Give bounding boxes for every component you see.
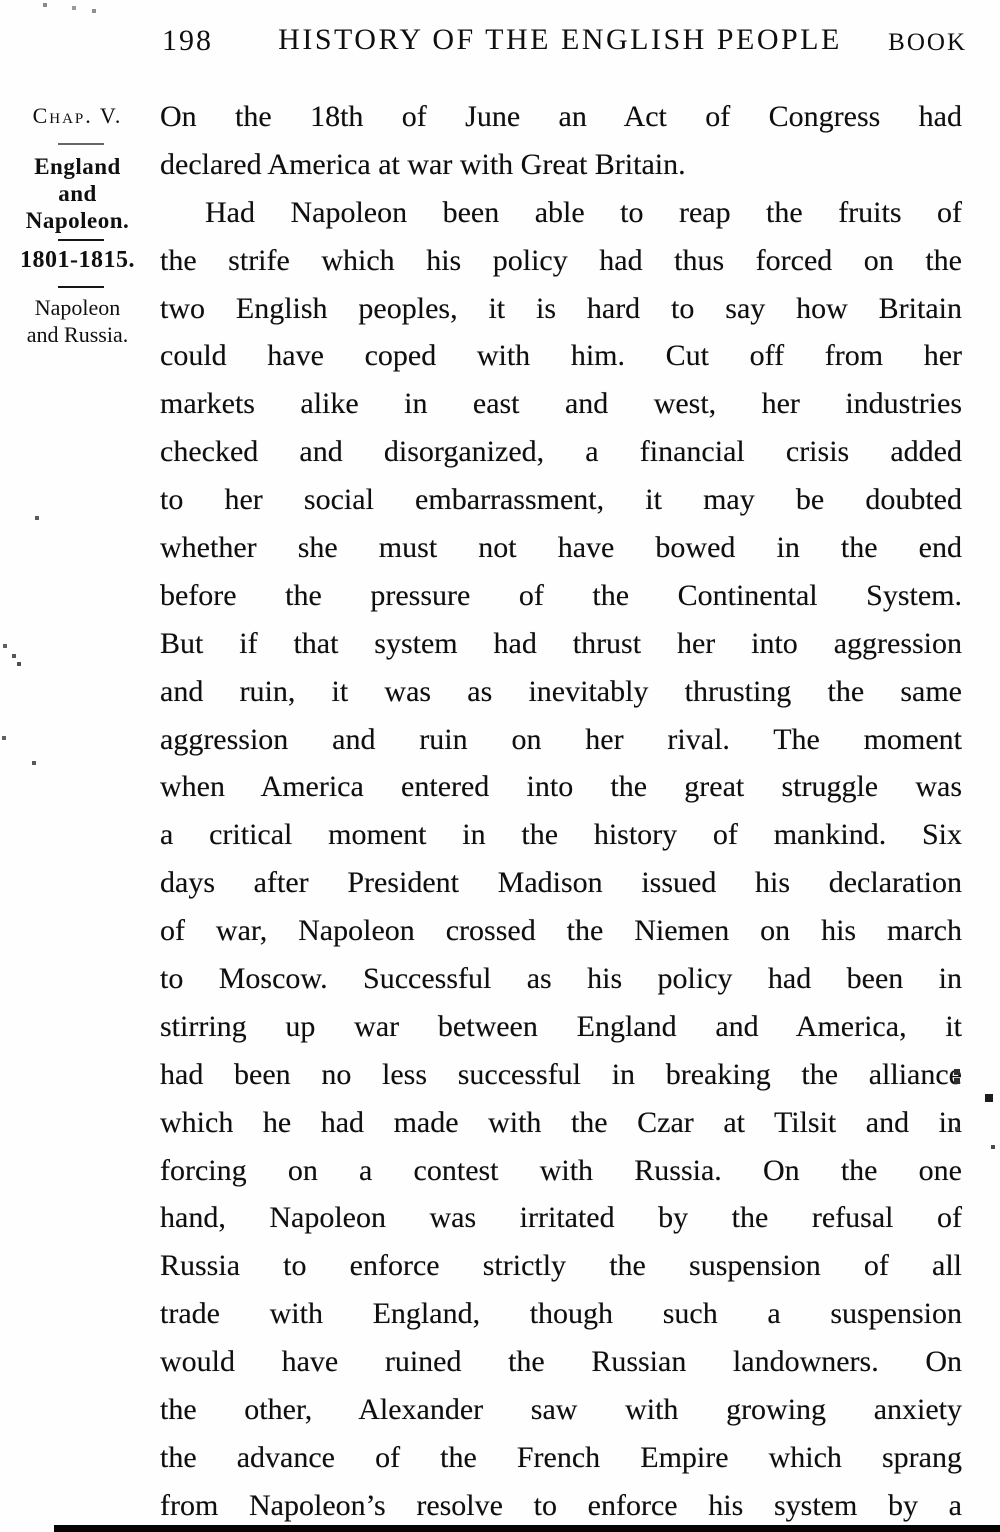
body-text — [160, 93, 962, 1530]
margin-rule — [58, 286, 104, 288]
body-text-line: days after President Madison issued his declaration — [160, 866, 962, 900]
body-text-line: On the 18th of June an Act of Congress had — [160, 100, 962, 133]
body-text-line: and ruin, it was as inevitably thrusting the same — [160, 674, 962, 708]
body-text-line: the advance of the French Empire which sprang — [160, 1440, 962, 1474]
scan-specks — [0, 0, 2, 2]
body-text-line: Had Napoleon been able to reap the fruits of — [205, 195, 962, 229]
body-text-line: of war, Napoleon crossed the Niemen on his march — [160, 914, 962, 948]
body-text-line: declared America at war with Great Britain. — [160, 147, 686, 181]
body-text-line: to Moscow. Successful as his policy had been in — [160, 962, 962, 996]
margin-note-napoleon-and-russia — [0, 294, 155, 348]
margin-note-dates: 1801-1815. — [20, 247, 135, 273]
margin-note-chapter: Chap. V. — [32, 103, 123, 128]
body-text-line: trade with England, though such a suspension — [160, 1297, 962, 1331]
body-text-line: a critical moment in the history of mankind. Six — [160, 818, 962, 852]
body-text-line: would have ruined the Russian landowners. On — [160, 1345, 962, 1379]
body-text-line: which he had made with the Czar at Tilsit and in — [160, 1105, 962, 1139]
body-text-line: whether she must not have bowed in the end — [160, 531, 962, 565]
body-text-line: the strife which his policy had thus forced on the — [160, 243, 962, 277]
body-text-line: could have coped with him. Cut off from her — [160, 339, 962, 373]
running-title: HISTORY OF THE ENGLISH PEOPLE — [278, 23, 842, 56]
body-text-line: Russia to enforce strictly the suspension of all — [160, 1249, 962, 1283]
margin-note-line: England — [34, 154, 121, 179]
body-text-line: two English peoples, it is hard to say how Britain — [160, 291, 962, 325]
body-text-line: forcing on a contest with Russia. On the one — [160, 1153, 962, 1187]
body-text-line: checked and disorganized, a financial crisis added — [160, 435, 962, 469]
margin-note-line: Napoleon. — [25, 208, 130, 233]
body-text-line: had been no less successful in breaking the alliance — [160, 1057, 962, 1091]
body-text-line: aggression and ruin on her rival. The moment — [160, 722, 962, 756]
margin-note-line: and Russia. — [26, 322, 129, 347]
body-text-line: when America entered into the great struggle was — [160, 770, 962, 804]
margin-rule — [58, 239, 104, 241]
scan-edge-bar — [54, 1525, 1000, 1532]
body-text-line: before the pressure of the Continental System. — [160, 578, 962, 612]
body-text-line: But if that system had thrust her into aggression — [160, 626, 962, 660]
body-text-line: to her social embarrassment, it may be doubted — [160, 483, 962, 517]
page-number: 198 — [162, 24, 213, 57]
body-text-line: from Napoleon’s resolve to enforce his system by a — [160, 1488, 962, 1522]
body-text-line: stirring up war between England and America, it — [160, 1009, 962, 1043]
body-text-line: the other, Alexander saw with growing anxiety — [160, 1393, 962, 1427]
margin-note-line: Napoleon — [34, 295, 121, 320]
book-catchword-label: BOOK — [888, 29, 967, 56]
body-text-line: hand, Napoleon was irritated by the refusal of — [160, 1201, 962, 1235]
margin-rule — [58, 143, 104, 145]
body-text-line: markets alike in east and west, her industries — [160, 387, 962, 421]
margin-note-line: and — [58, 181, 97, 206]
margin-note-england-and-napoleon — [0, 153, 155, 234]
